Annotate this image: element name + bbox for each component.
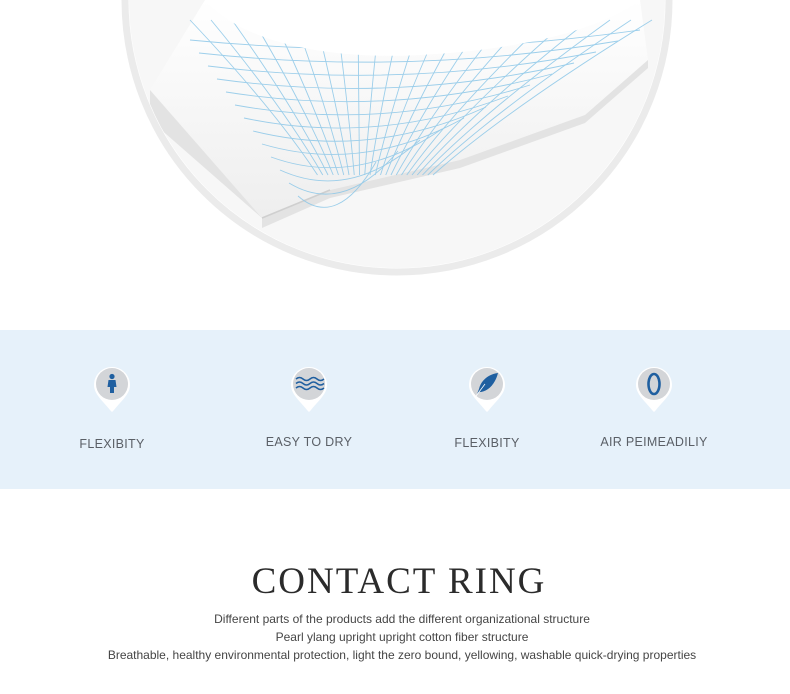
feature-item-flexibity-feather xyxy=(397,330,577,489)
feature-item-air-permeability xyxy=(564,330,744,489)
section-title: CONTACT RING xyxy=(251,561,547,602)
waves-icon xyxy=(289,365,329,413)
feature-label: FLEXIBITY xyxy=(454,436,520,450)
description-line: Different parts of the products add the different organizational structure xyxy=(214,612,590,626)
feature-item-flexibity xyxy=(22,330,202,489)
feature-label: EASY TO DRY xyxy=(265,435,353,449)
feature-band xyxy=(0,330,790,489)
zero-icon xyxy=(634,365,674,413)
person-icon xyxy=(92,365,132,413)
product-image xyxy=(0,0,790,330)
feature-label: AIR PEIMEADILIY xyxy=(600,435,708,449)
feature-item-easy-to-dry xyxy=(219,330,399,489)
feather-icon xyxy=(467,365,507,413)
feature-label: FLEXIBITY xyxy=(79,437,145,451)
description-line: Pearl ylang upright upright cotton fiber structure xyxy=(275,630,529,644)
description-line: Breathable, healthy environmental protection, light the zero bound, yellowing, washable quick-drying properties xyxy=(107,648,697,662)
quilted-pad-image xyxy=(0,0,790,330)
